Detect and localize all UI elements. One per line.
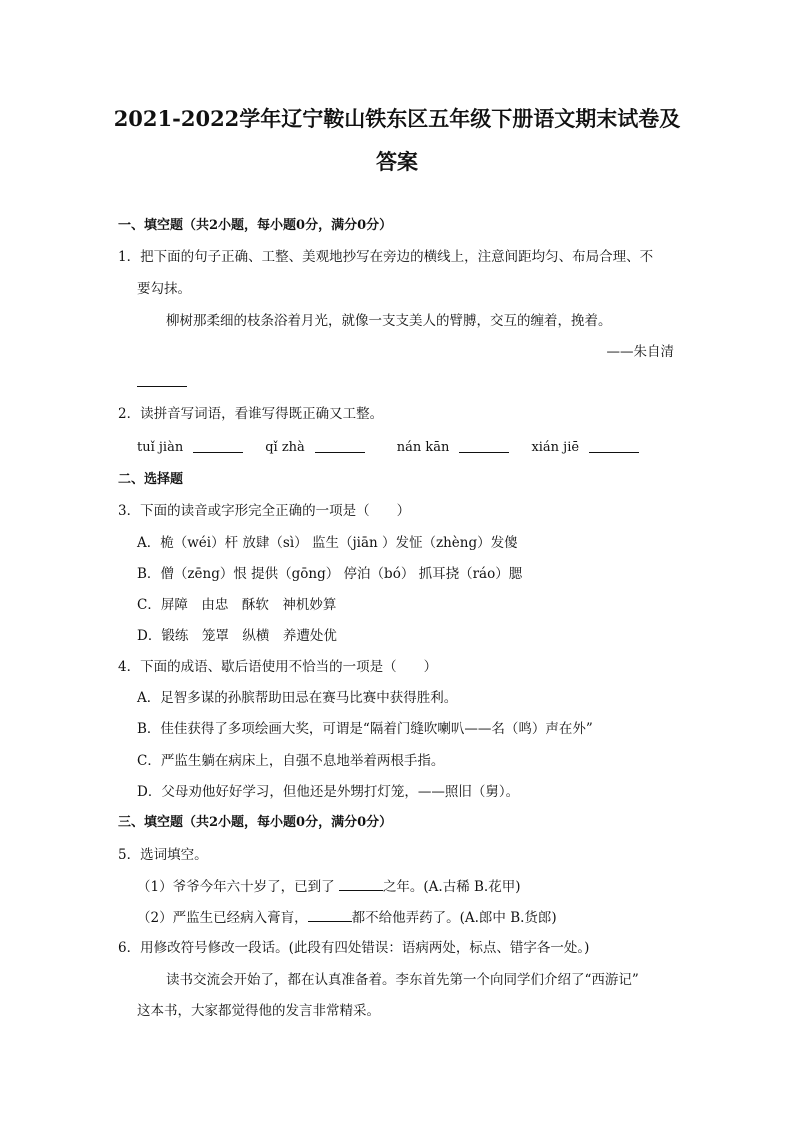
q3-option-c[interactable]: C．屏障 由忠 酥软 神机妙算 (137, 597, 337, 613)
q5-item2-blank[interactable] (308, 909, 352, 922)
q5-item1-suffix: 之年。(A.古稀 B.花甲) (382, 879, 521, 895)
q6-paragraph-b: 这本书，大家都觉得他的发言非常精采。 (137, 1003, 380, 1019)
q6-paragraph-a: 读书交流会开始了，都在认真准备着。李东首先第一个向同学们介绍了“西游记” (166, 972, 639, 988)
document-title-line1: 2021-2022学年辽宁鞍山铁东区五年级下册语文期末试卷及 (113, 106, 681, 131)
document-title-line2: 答案 (376, 149, 418, 174)
q1-text-b: 要勾抹。 (137, 281, 191, 297)
q5-item1-prefix: （1）爷爷今年六十岁了，已到了 (137, 879, 339, 895)
q4-option-c[interactable]: C．严监生躺在病床上，自强不息地举着两根手指。 (137, 753, 445, 769)
q3-text: 3．下面的读音或字形完全正确的一项是（ ） (118, 503, 411, 519)
section3-heading: 三、填空题（共2小题，每小题0分，满分0分） (118, 815, 393, 830)
q5-item2-suffix: 都不给他弄药了。(A.郎中 B.货郎) (351, 910, 557, 926)
q5-item1-blank[interactable] (339, 878, 383, 891)
pinyin-1: tuǐ jiàn (137, 440, 184, 455)
q4-text: 4．下面的成语、歇后语使用不恰当的一项是（ ） (118, 659, 438, 675)
q4-option-d[interactable]: D．父母劝他好好学习，但他还是外甥打灯笼，——照旧（舅）。 (137, 784, 520, 800)
q3-option-b[interactable]: B．僧（zēng）恨 提供（gōng） 停泊（bó） 抓耳挠（ráo）腮 (137, 566, 523, 582)
q5-item2-prefix: （2）严监生已经病入膏肓， (137, 910, 308, 926)
q5-item2 (137, 909, 557, 926)
section1-heading: 一、填空题（共2小题，每小题0分，满分0分） (118, 218, 393, 233)
q1-text-a: 1．把下面的句子正确、工整、美观地抄写在旁边的横线上，注意间距均匀、布局合理、不 (118, 249, 654, 265)
q1-answer-blank[interactable] (137, 374, 187, 391)
q3-option-d[interactable]: D．锻练 笼罩 纵横 养遭处优 (137, 628, 337, 644)
pinyin-2-blank[interactable] (315, 440, 365, 453)
section2-heading: 二、选择题 (118, 472, 184, 487)
pinyin-1-blank[interactable] (193, 440, 243, 453)
q3-option-a[interactable]: A．桅（wéi）杆 放肆（sì） 监生（jiān ）发怔（zhèng）发傻 (137, 535, 518, 551)
pinyin-3: nán kān (396, 440, 450, 455)
q5-item1 (137, 878, 520, 895)
q6-text: 6．用修改符号修改一段话。(此段有四处错误：语病两处，标点、错字各一处。) (118, 940, 590, 956)
q2-pinyin-row (137, 440, 661, 456)
q1-author: ——朱自清 (606, 344, 674, 360)
pinyin-2: qǐ zhà (265, 440, 305, 455)
q4-option-a[interactable]: A．足智多谋的孙膑帮助田忌在赛马比赛中获得胜利。 (137, 690, 458, 706)
q5-text: 5．选词填空。 (118, 847, 208, 863)
q4-option-b[interactable]: B．佳佳获得了多项绘画大奖，可谓是“隔着门缝吹喇叭——名（鸣）声在外” (137, 721, 593, 737)
pinyin-4-blank[interactable] (589, 440, 639, 453)
q1-quote: 柳树那柔细的枝条浴着月光，就像一支支美人的臂膊，交互的缠着，挽着。 (166, 313, 612, 329)
q2-text: 2．读拼音写词语，看谁写得既正确又工整。 (118, 406, 384, 422)
pinyin-3-blank[interactable] (459, 440, 509, 453)
pinyin-4: xián jiē (531, 440, 580, 455)
